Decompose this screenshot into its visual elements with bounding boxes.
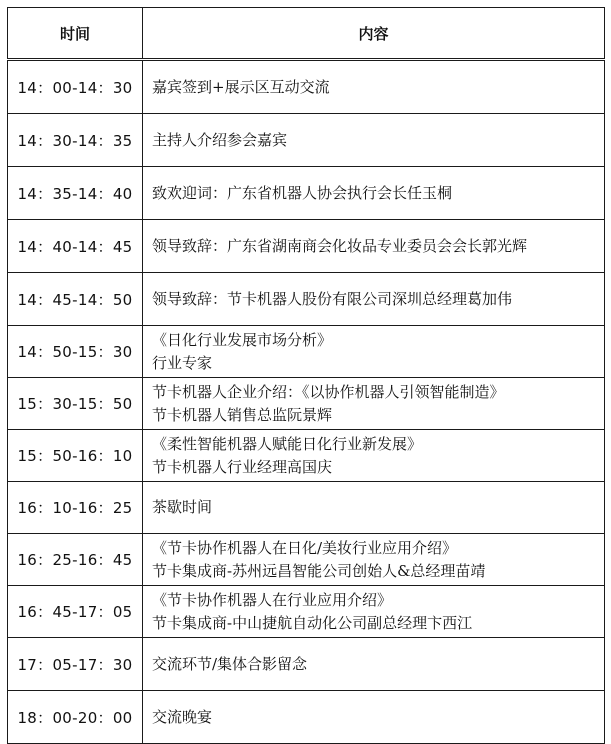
table-row xyxy=(8,691,605,744)
content-line: 领导致辞：广东省湖南商会化妆品专业委员会会长郭光辉 xyxy=(152,236,528,255)
content-line: 《节卡协作机器人在行业应用介绍》 xyxy=(152,590,393,609)
content-line: 茶歇时间 xyxy=(152,498,213,516)
content-cell xyxy=(143,534,605,586)
table-row xyxy=(8,378,605,430)
content-cell xyxy=(143,60,605,114)
table-row xyxy=(8,273,605,326)
table-row xyxy=(8,482,605,534)
content-line: 节卡机器人企业介绍：《以协作机器人引领智能制造》 xyxy=(152,382,505,401)
table-row xyxy=(8,430,605,482)
time-cell: 14：35-14：40 xyxy=(8,167,143,220)
content-cell xyxy=(143,638,605,691)
time-cell: 14：00-14：30 xyxy=(8,60,143,114)
content-cell xyxy=(143,220,605,273)
time-cell: 16：10-16：25 xyxy=(8,482,143,534)
content-cell xyxy=(143,691,605,744)
time-cell: 14：30-14：35 xyxy=(8,114,143,167)
time-cell: 18：00-20：00 xyxy=(8,691,143,744)
time-cell: 16：25-16：45 xyxy=(8,534,143,586)
table-row xyxy=(8,326,605,378)
content-line: 《节卡协作机器人在日化/美妆行业应用介绍》 xyxy=(152,538,458,557)
time-cell: 15：50-16：10 xyxy=(8,430,143,482)
content-line: 行业专家 xyxy=(152,353,213,372)
table-row xyxy=(8,167,605,220)
time-cell: 16：45-17：05 xyxy=(8,586,143,638)
content-cell xyxy=(143,586,605,638)
header-row xyxy=(8,8,605,60)
content-line: 节卡集成商-中山捷航自动化公司副总经理卞西江 xyxy=(152,613,473,632)
time-cell: 14：40-14：45 xyxy=(8,220,143,273)
content-cell xyxy=(143,378,605,430)
content-line: 节卡机器人销售总监阮景辉 xyxy=(152,405,333,424)
header-time: 时间 xyxy=(8,8,143,60)
content-cell xyxy=(143,482,605,534)
content-cell xyxy=(143,326,605,378)
content-cell xyxy=(143,167,605,220)
content-cell xyxy=(143,114,605,167)
time-cell: 14：45-14：50 xyxy=(8,273,143,326)
table-row xyxy=(8,534,605,586)
content-line: 领导致辞：节卡机器人股份有限公司深圳总经理葛加伟 xyxy=(152,289,513,308)
content-cell xyxy=(143,430,605,482)
content-line: 交流晚宴 xyxy=(152,707,213,726)
content-line: 嘉宾签到+展示区互动交流 xyxy=(152,77,330,96)
table-row xyxy=(8,638,605,691)
content-line: 致欢迎词：广东省机器人协会执行会长任玉桐 xyxy=(152,183,453,202)
content-cell xyxy=(143,273,605,326)
header-content: 内容 xyxy=(143,8,605,60)
content-line: 交流环节/集体合影留念 xyxy=(152,654,308,673)
table-row xyxy=(8,114,605,167)
agenda-table xyxy=(7,7,605,744)
table-row xyxy=(8,220,605,273)
table-row xyxy=(8,60,605,114)
content-line: 《柔性智能机器人赋能日化行业新发展》 xyxy=(152,434,423,453)
time-cell: 15：30-15：50 xyxy=(8,378,143,430)
content-line: 《日化行业发展市场分析》 xyxy=(152,330,333,349)
content-line: 节卡机器人行业经理高国庆 xyxy=(152,457,333,476)
content-line: 主持人介绍参会嘉宾 xyxy=(152,130,288,149)
time-cell: 14：50-15：30 xyxy=(8,326,143,378)
content-line: 节卡集成商-苏州远昌智能公司创始人&总经理苗靖 xyxy=(152,561,486,580)
table-row xyxy=(8,586,605,638)
time-cell: 17：05-17：30 xyxy=(8,638,143,691)
